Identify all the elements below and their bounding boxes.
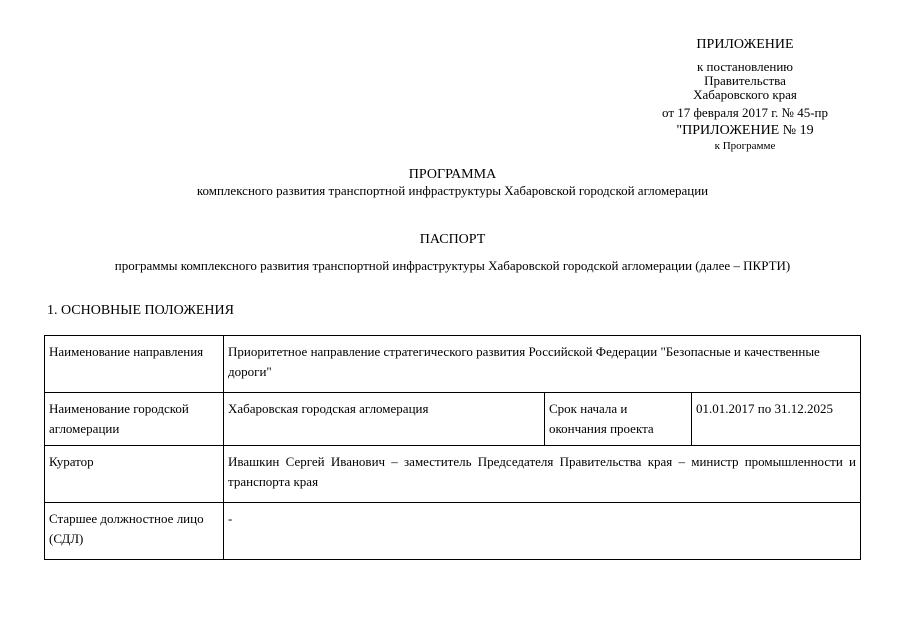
table-cell-value: Ивашкин Сергей Иванович – заместитель Председателя Правительства края – министр промышленности и транспорта края xyxy=(224,446,861,503)
program-subtitle: комплексного развития транспортной инфраструктуры Хабаровской городской агломерации xyxy=(196,183,709,198)
appendix-program-line: к Программе xyxy=(714,140,776,152)
appendix-date-line: от 17 февраля 2017 г. № 45-пр xyxy=(662,105,828,120)
table-row xyxy=(45,393,861,446)
appendix-title: ПРИЛОЖЕНИЕ xyxy=(696,37,794,52)
passport-table xyxy=(44,335,861,560)
table-row xyxy=(45,336,861,393)
table-cell-label: Наименование городской агломерации xyxy=(45,393,224,446)
table-cell-label: Срок начала и окончания проекта xyxy=(545,393,692,446)
table-cell-value: Хабаровская городская агломерация xyxy=(224,393,545,446)
table-cell-value: - xyxy=(224,503,861,560)
table-cell-label: Старшее должностное лицо (СДЛ) xyxy=(45,503,224,560)
section-heading: 1. ОСНОВНЫЕ ПОЛОЖЕНИЯ xyxy=(47,303,234,318)
table-row xyxy=(45,446,861,503)
passport-title: ПАСПОРТ xyxy=(419,232,486,247)
appendix-number-line: "ПРИЛОЖЕНИЕ № 19 xyxy=(676,123,814,138)
table-cell-value: 01.01.2017 по 31.12.2025 xyxy=(692,393,861,446)
passport-subtitle: программы комплексного развития транспортной инфраструктуры Хабаровской городской агломерации (далее – ПКРТИ) xyxy=(114,258,791,273)
appendix-decree-line: к постановлению xyxy=(696,59,794,74)
appendix-header xyxy=(620,36,870,153)
table-cell-value: Приоритетное направление стратегического развития Российской Федерации "Безопасные и качественные дороги" xyxy=(224,336,861,393)
appendix-region-line: Хабаровского края xyxy=(693,87,797,102)
table-cell-label: Куратор xyxy=(45,446,224,503)
appendix-government-line: Правительства xyxy=(704,73,786,88)
table-cell-label: Наименование направления xyxy=(45,336,224,393)
table-row xyxy=(45,503,861,560)
program-title: ПРОГРАММА xyxy=(408,167,497,182)
